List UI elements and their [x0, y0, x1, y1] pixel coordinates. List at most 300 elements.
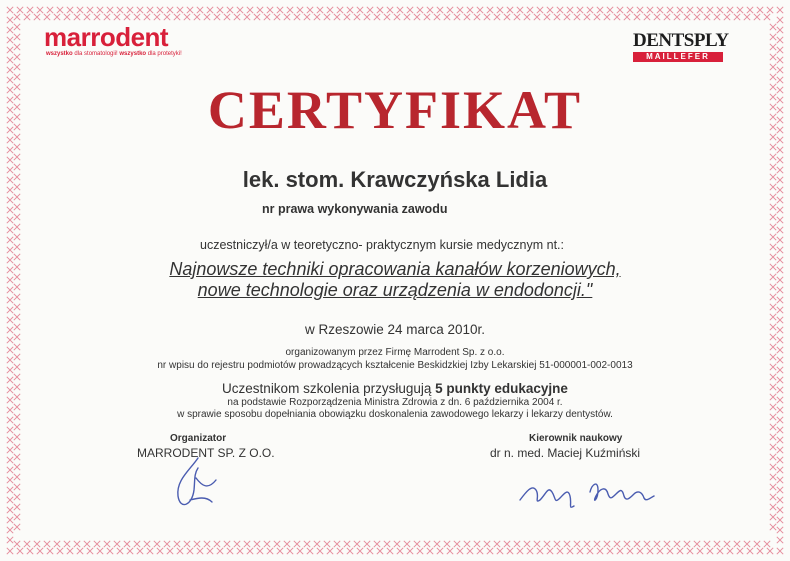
border-ornament — [770, 304, 776, 310]
border-ornament — [187, 548, 193, 554]
border-ornament — [777, 477, 783, 483]
border-ornament — [217, 548, 223, 554]
scientific-head-name: dr n. med. Maciej Kuźmiński — [490, 446, 641, 460]
border-ornament — [214, 541, 220, 547]
scientific-head-signature — [512, 470, 662, 515]
border-ornament — [777, 147, 783, 153]
border-ornament — [277, 548, 283, 554]
border-ornament — [704, 14, 710, 20]
border-ornament — [287, 7, 293, 13]
border-ornament — [34, 14, 40, 20]
border-ornament — [174, 14, 180, 20]
border-ornament — [14, 44, 20, 50]
border-ornament — [584, 541, 590, 547]
border-ornament — [770, 504, 776, 510]
border-ornament — [457, 7, 463, 13]
border-ornament — [7, 247, 13, 253]
border-ornament — [547, 7, 553, 13]
border-ornament — [617, 548, 623, 554]
border-ornament — [24, 14, 30, 20]
border-ornament — [97, 548, 103, 554]
border-ornament — [144, 14, 150, 20]
border-ornament — [307, 7, 313, 13]
border-ornament — [14, 464, 20, 470]
border-ornament — [407, 548, 413, 554]
border-ornament — [407, 7, 413, 13]
border-ornament — [74, 541, 80, 547]
border-ornament — [287, 548, 293, 554]
border-ornament — [127, 7, 133, 13]
border-ornament — [764, 541, 770, 547]
border-ornament — [7, 467, 13, 473]
border-ornament — [14, 484, 20, 490]
border-ornament — [257, 548, 263, 554]
border-ornament — [627, 548, 633, 554]
border-ornament — [47, 548, 53, 554]
border-ornament — [757, 7, 763, 13]
border-ornament — [14, 204, 20, 210]
border-ornament — [777, 337, 783, 343]
border-ornament — [444, 541, 450, 547]
legal-basis — [0, 397, 790, 421]
border-ornament — [357, 548, 363, 554]
border-ornament — [707, 548, 713, 554]
border-ornament — [7, 548, 13, 554]
border-ornament — [464, 14, 470, 20]
border-ornament — [77, 7, 83, 13]
border-ornament — [544, 14, 550, 20]
border-ornament — [277, 7, 283, 13]
legal-basis-line-1: na podstawie Rozporządzenia Ministra Zdrowia z dn. 6 października 2004 r. — [227, 397, 563, 408]
border-ornament — [564, 14, 570, 20]
border-ornament — [327, 548, 333, 554]
border-ornament — [47, 7, 53, 13]
border-ornament — [7, 487, 13, 493]
border-ornament — [770, 514, 776, 520]
border-ornament — [674, 14, 680, 20]
border-ornament — [184, 14, 190, 20]
border-ornament — [374, 541, 380, 547]
border-ornament — [14, 541, 20, 547]
border-ornament — [504, 541, 510, 547]
border-ornament — [157, 7, 163, 13]
border-ornament — [524, 14, 530, 20]
border-ornament — [557, 7, 563, 13]
border-ornament — [777, 37, 783, 43]
border-ornament — [257, 7, 263, 13]
dentsply-logo — [633, 30, 729, 62]
border-ornament — [770, 424, 776, 430]
border-ornament — [634, 14, 640, 20]
border-ornament — [164, 14, 170, 20]
border-ornament — [770, 64, 776, 70]
border-ornament — [494, 14, 500, 20]
border-ornament — [777, 17, 783, 23]
border-ornament — [137, 548, 143, 554]
border-ornament — [614, 14, 620, 20]
border-ornament — [107, 548, 113, 554]
border-ornament — [507, 548, 513, 554]
border-ornament — [527, 7, 533, 13]
border-ornament — [237, 548, 243, 554]
border-ornament — [294, 541, 300, 547]
border-ornament — [707, 7, 713, 13]
border-ornament — [394, 14, 400, 20]
border-ornament — [317, 548, 323, 554]
border-ornament — [777, 457, 783, 463]
border-ornament — [637, 548, 643, 554]
border-ornament — [7, 307, 13, 313]
border-ornament — [507, 7, 513, 13]
border-ornament — [634, 541, 640, 547]
border-ornament — [734, 14, 740, 20]
border-ornament — [7, 67, 13, 73]
border-ornament — [264, 14, 270, 20]
border-ornament — [134, 14, 140, 20]
border-ornament — [434, 541, 440, 547]
border-ornament — [477, 7, 483, 13]
course-title — [0, 259, 790, 301]
border-ornament — [770, 54, 776, 60]
legal-basis-line-2: w sprawie sposobu dopełniania obowiązku doskonalenia zawodowego lekarzy i lekarzy dentystów. — [177, 409, 613, 420]
border-ornament — [267, 548, 273, 554]
border-ornament — [37, 7, 43, 13]
organizer-name: MARRODENT SP. Z O.O. — [137, 446, 275, 460]
border-ornament — [424, 541, 430, 547]
border-ornament — [664, 541, 670, 547]
border-ornament — [7, 337, 13, 343]
border-ornament — [264, 541, 270, 547]
border-ornament — [517, 7, 523, 13]
border-ornament — [364, 14, 370, 20]
border-ornament — [777, 517, 783, 523]
border-ornament — [14, 444, 20, 450]
border-ornament — [294, 14, 300, 20]
border-ornament — [717, 548, 723, 554]
border-ornament — [57, 548, 63, 554]
border-ornament — [7, 57, 13, 63]
border-ornament — [604, 541, 610, 547]
border-ornament — [777, 237, 783, 243]
border-ornament — [367, 7, 373, 13]
border-ornament — [674, 541, 680, 547]
border-ornament — [354, 14, 360, 20]
dentsply-logo-text: DENTSPLY — [633, 30, 729, 51]
border-ornament — [64, 14, 70, 20]
border-ornament — [777, 57, 783, 63]
border-ornament — [244, 541, 250, 547]
border-ornament — [434, 14, 440, 20]
border-ornament — [304, 14, 310, 20]
border-ornament — [770, 524, 776, 530]
border-ornament — [157, 548, 163, 554]
border-ornament — [770, 434, 776, 440]
border-ornament — [184, 541, 190, 547]
border-ornament — [17, 7, 23, 13]
border-ornament — [534, 14, 540, 20]
border-ornament — [777, 447, 783, 453]
border-ornament — [777, 27, 783, 33]
border-ornament — [7, 47, 13, 53]
border-ornament — [104, 541, 110, 547]
border-ornament — [14, 424, 20, 430]
organizer-details-line-1: organizowanym przez Firmę Marrodent Sp. z o.o. — [285, 347, 505, 358]
border-ornament — [694, 541, 700, 547]
border-ornament — [274, 14, 280, 20]
border-ornament — [770, 484, 776, 490]
border-ornament — [770, 494, 776, 500]
border-ornament — [27, 7, 33, 13]
border-ornament — [174, 541, 180, 547]
border-ornament — [724, 14, 730, 20]
border-ornament — [117, 548, 123, 554]
border-ornament — [204, 541, 210, 547]
border-ornament — [307, 548, 313, 554]
border-ornament — [7, 517, 13, 523]
border-ornament — [770, 244, 776, 250]
border-ornament — [417, 7, 423, 13]
border-ornament — [14, 494, 20, 500]
border-ornament — [657, 7, 663, 13]
border-ornament — [314, 541, 320, 547]
border-ornament — [777, 67, 783, 73]
border-ornament — [217, 7, 223, 13]
border-ornament — [197, 7, 203, 13]
border-ornament — [317, 7, 323, 13]
border-ornament — [587, 7, 593, 13]
border-ornament — [744, 14, 750, 20]
border-ornament — [7, 17, 13, 23]
border-ornament — [134, 541, 140, 547]
border-ornament — [7, 437, 13, 443]
border-ornament — [554, 14, 560, 20]
border-ornament — [207, 7, 213, 13]
border-ornament — [567, 548, 573, 554]
border-ornament — [447, 7, 453, 13]
border-ornament — [770, 474, 776, 480]
border-ornament — [574, 541, 580, 547]
border-ornament — [487, 548, 493, 554]
border-ornament — [337, 548, 343, 554]
border-ornament — [757, 548, 763, 554]
maillefer-logo-text: MAILLEFER — [633, 52, 723, 62]
border-ornament — [527, 548, 533, 554]
scientific-head-label: Kierownik naukowy — [529, 433, 623, 444]
border-ornament — [344, 14, 350, 20]
border-ornament — [537, 548, 543, 554]
border-ornament — [404, 14, 410, 20]
border-ornament — [14, 14, 20, 20]
border-ornament — [584, 14, 590, 20]
border-ornament — [14, 434, 20, 440]
border-ornament — [727, 548, 733, 554]
border-ornament — [7, 147, 13, 153]
border-ornament — [324, 14, 330, 20]
border-ornament — [497, 7, 503, 13]
border-ornament — [734, 541, 740, 547]
border-ornament — [107, 7, 113, 13]
border-ornament — [14, 474, 20, 480]
border-ornament — [454, 14, 460, 20]
border-ornament — [114, 541, 120, 547]
border-ornament — [214, 14, 220, 20]
border-ornament — [344, 541, 350, 547]
border-ornament — [177, 7, 183, 13]
border-ornament — [147, 548, 153, 554]
border-ornament — [777, 227, 783, 233]
border-ornament — [227, 548, 233, 554]
border-ornament — [464, 541, 470, 547]
border-ornament — [770, 194, 776, 200]
border-ornament — [234, 14, 240, 20]
border-ornament — [404, 541, 410, 547]
border-ornament — [777, 197, 783, 203]
border-ornament — [77, 548, 83, 554]
border-ornament — [647, 7, 653, 13]
border-ornament — [777, 527, 783, 533]
border-ornament — [244, 14, 250, 20]
border-ornament — [74, 14, 80, 20]
education-points: Uczestnikom szkolenia przysługują 5 punkty edukacyjne — [222, 381, 568, 396]
border-ornament — [14, 454, 20, 460]
border-ornament — [644, 14, 650, 20]
border-ornament — [84, 14, 90, 20]
border-ornament — [44, 541, 50, 547]
border-ornament — [154, 541, 160, 547]
border-ornament — [304, 541, 310, 547]
border-ornament — [14, 24, 20, 30]
border-ornament — [667, 548, 673, 554]
border-ornament — [494, 541, 500, 547]
border-ornament — [777, 7, 783, 13]
border-ornament — [767, 7, 773, 13]
border-ornament — [770, 444, 776, 450]
border-ornament — [377, 548, 383, 554]
marrodent-tagline: wszystko dla stomatologii! wszystko dla protetyki! — [46, 51, 182, 57]
border-ornament — [254, 14, 260, 20]
border-ornament — [777, 548, 783, 554]
border-ornament — [237, 7, 243, 13]
border-ornament — [124, 541, 130, 547]
border-ornament — [467, 7, 473, 13]
border-ornament — [187, 7, 193, 13]
border-ornament — [777, 487, 783, 493]
border-ornament — [377, 7, 383, 13]
border-ornament — [54, 541, 60, 547]
marrodent-logo — [44, 24, 182, 58]
border-ornament — [194, 14, 200, 20]
border-ornament — [14, 34, 20, 40]
border-ornament — [7, 537, 13, 543]
border-ornament — [94, 541, 100, 547]
border-ornament — [770, 204, 776, 210]
border-ornament — [444, 14, 450, 20]
border-ornament — [354, 541, 360, 547]
border-ornament — [7, 497, 13, 503]
border-ornament — [207, 548, 213, 554]
border-ornament — [517, 548, 523, 554]
border-ornament — [684, 541, 690, 547]
border-ornament — [7, 457, 13, 463]
course-title-line-2: nowe technologie oraz urządzenia w endodoncji." — [197, 280, 593, 300]
border-ornament — [64, 541, 70, 547]
border-ornament — [364, 541, 370, 547]
border-ornament — [84, 541, 90, 547]
border-ornament — [7, 207, 13, 213]
border-ornament — [770, 314, 776, 320]
border-ornament — [597, 548, 603, 554]
border-ornament — [777, 307, 783, 313]
border-ornament — [37, 548, 43, 554]
border-ornament — [607, 548, 613, 554]
border-ornament — [677, 548, 683, 554]
border-ornament — [14, 194, 20, 200]
border-ornament — [137, 7, 143, 13]
border-ornament — [554, 541, 560, 547]
certificate-title: CERTYFIKAT — [207, 80, 583, 140]
border-ornament — [524, 541, 530, 547]
border-ornament — [14, 64, 20, 70]
border-ornament — [477, 548, 483, 554]
border-ornament — [770, 214, 776, 220]
border-ornament — [770, 374, 776, 380]
border-ornament — [414, 14, 420, 20]
border-ornament — [14, 244, 20, 250]
border-ornament — [67, 548, 73, 554]
border-ornament — [687, 7, 693, 13]
border-ornament — [114, 14, 120, 20]
border-ornament — [697, 7, 703, 13]
border-ornament — [437, 7, 443, 13]
border-ornament — [777, 537, 783, 543]
border-ornament — [547, 548, 553, 554]
border-ornament — [14, 524, 20, 530]
border-ornament — [127, 548, 133, 554]
border-ornament — [564, 541, 570, 547]
border-ornament — [384, 14, 390, 20]
border-ornament — [124, 14, 130, 20]
border-ornament — [227, 7, 233, 13]
border-ornament — [544, 541, 550, 547]
course-title-line-1: Najnowsze techniki opracowania kanałów korzeniowych, — [169, 259, 621, 279]
border-ornament — [567, 7, 573, 13]
border-ornament — [767, 548, 773, 554]
border-ornament — [14, 144, 20, 150]
border-ornament — [7, 237, 13, 243]
border-ornament — [87, 7, 93, 13]
border-ornament — [347, 548, 353, 554]
border-ornament — [684, 14, 690, 20]
border-ornament — [367, 548, 373, 554]
border-ornament — [770, 234, 776, 240]
border-ornament — [384, 541, 390, 547]
border-ornament — [14, 504, 20, 510]
border-ornament — [777, 437, 783, 443]
border-ornament — [764, 14, 770, 20]
border-ornament — [714, 541, 720, 547]
border-ornament — [297, 548, 303, 554]
border-ornament — [577, 7, 583, 13]
border-ornament — [274, 541, 280, 547]
border-ornament — [7, 7, 13, 13]
border-ornament — [624, 14, 630, 20]
border-ornament — [777, 217, 783, 223]
marrodent-logo-text: marrodent — [44, 22, 169, 52]
border-ornament — [334, 14, 340, 20]
border-ornament — [34, 541, 40, 547]
border-ornament — [604, 14, 610, 20]
border-ornament — [24, 541, 30, 547]
